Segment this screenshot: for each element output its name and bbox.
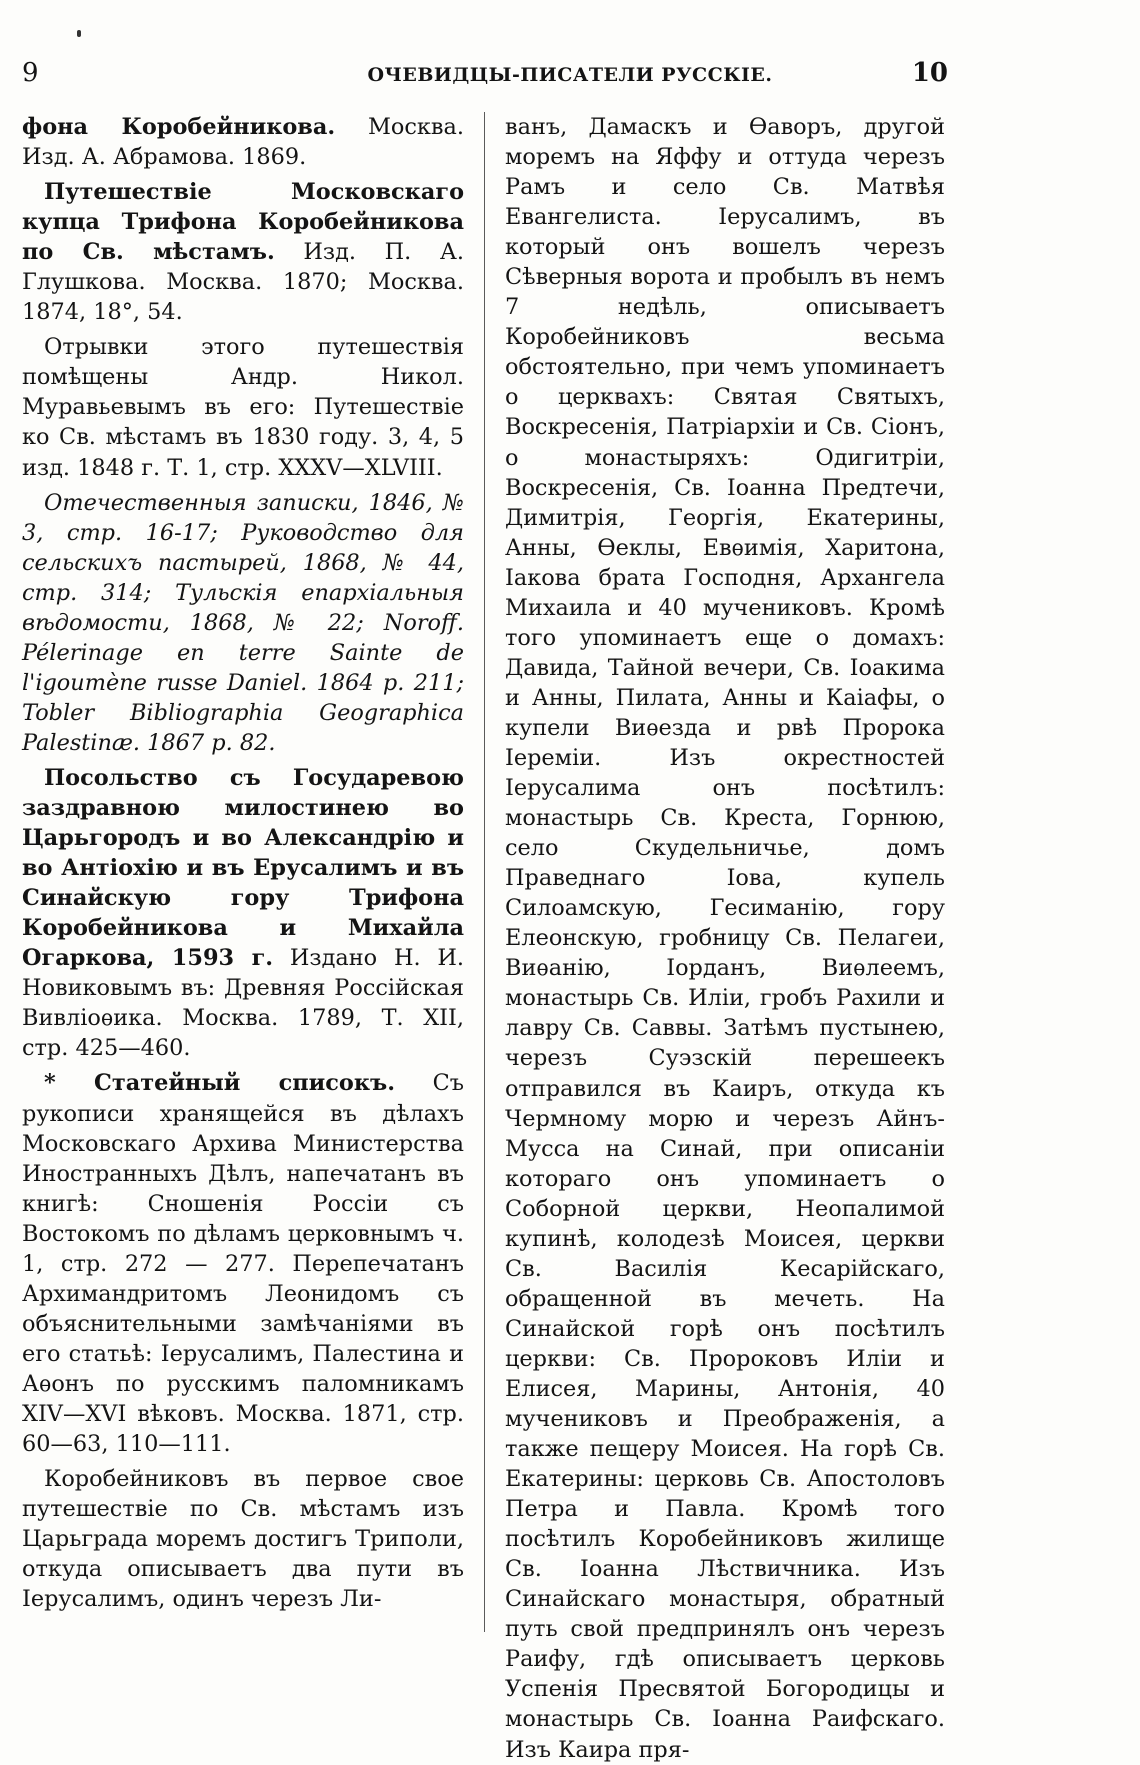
page-number-left: 9	[22, 58, 39, 88]
column-rule	[484, 112, 485, 1632]
entry-text: Москва. Изд. А. Абрамова. 1869.	[22, 114, 464, 171]
body-text: ванъ, Дамаскъ и Ѳаворъ, другой моремъ на Яффу и оттуда черезъ Рамъ и село Св. Матвѣя Евангелиста. Іерусалимъ, въ который онъ вошелъ черезъ Сѣверныя ворота и пробылъ въ немъ 7 недѣль, описываетъ Коробейниковъ весьма обстоятельно, при чемъ упоминаетъ о церквахъ: Святая Святыхъ, Воскресенія, Патріархіи и Св. Сіонъ, о монастыряхъ: Одигитріи, Воскресенія, Св. Іоанна Предтечи, Димитрія, Георгія, Екатерины, Анны, Ѳеклы, Евѳимія, Харитона, Іакова брата Господня, Архангела Михаила и 40 мучениковъ. Кромѣ того упоминаетъ еще о домахъ: Давида, Тайной вечери, Св. Іоакима и Анны, Пилата, Анны и Каіафы, о купели Виѳезда и рвѣ Пророка Іереміи. Изъ окрестностей Іерусалима онъ посѣтилъ: монастырь Св. Креста, Горнюю, село Скудельничье, домъ Праведнаго Іова, купель Силоамскую, Гесиманію, гору Елеонскую, гробницу Св. Пелагеи, Виѳанію, Іорданъ, Виѳлеемъ, монастырь Св. Иліи, гробъ Рахили и лавру Св. Саввы. Затѣмъ пустынею, черезъ Суэзскій перешеекъ отправился въ Каиръ, откуда къ Чермному морю и черезъ Айнъ-Мусса на Синай, при описаніи котораго онъ упоминаетъ о Соборной церкви, Неопалимой купинѣ, колодезѣ Моисея, церкви Св. Василія Кесарійскаго, обращенной въ мечеть. На Синайской горѣ онъ посѣтилъ церкви: Св. Пророковъ Иліи и Елисея, Марины, Антонія, 40 мучениковъ и Преображенія, а также пещеру Моисея. На горѣ Св. Екатерины: церковь Св. Апостоловъ Петра и Павла. Кромѣ того посѣтилъ Коробейниковъ жилище Св. Іоанна Лѣствичника. Изъ Синайскаго монастыря, обратный путь свой предпринялъ онъ черезъ Раифу, гдѣ описываетъ церковь Успенія Пресвятой Богородицы и монастырь Св. Іоанна Раифскаго. Изъ Каира пря-	[505, 114, 945, 1763]
entry-title: Путешествіе Московскаго купца Трифона Коробейникова по Св. мѣстамъ.	[22, 179, 464, 266]
entry-text: Съ рукописи хранящейся въ дѣлахъ Московскаго Архива Министерства Иностранныхъ Дѣлъ, напечатанъ въ книгѣ: Сношенія Россіи съ Востокомъ по дѣламъ церковнымъ ч. 1, стр. 272 — 277. Перепечатанъ Архимандритомъ Леонидомъ съ объяснительными замѣчаніями въ его статьѣ: Іерусалимъ, Палестина и Аѳонъ по русскимъ паломникамъ XIV—XVI вѣковъ. Москва. 1871, стр. 60—63, 110—111.	[22, 1070, 464, 1458]
right-column	[505, 112, 945, 1765]
entry-title: Посольство съ Государевою заздравною милостинею во Царьгородъ и во Александрію и во Антіохію и въ Ерусалимъ и въ Синайскую гору Трифона Коробейникова и Михайла Огаркова, 1593 г.	[22, 764, 464, 972]
entry-paragraph	[22, 177, 464, 327]
page-header	[0, 52, 1140, 102]
entry-paragraph	[22, 1068, 464, 1459]
entry-paragraph	[22, 112, 464, 172]
entry-title: * Статейный списокъ.	[44, 1070, 395, 1097]
entry-paragraph: Отрывки этого путешествія помѣщены Андр. Никол. Муравьевымъ въ его: Путешествіе ко Св. мѣстамъ въ 1830 году. 3, 4, 5 изд. 1848 г. Т. 1, стр. XXXV—XLVIII.	[22, 334, 464, 481]
entry-paragraph: Коробейниковъ въ первое свое путешествіе по Св. мѣстамъ изъ Царьграда моремъ достигъ Триполи, откуда описываетъ два пути въ Іерусалимъ, одинъ черезъ Ли-	[22, 1466, 464, 1613]
running-title: ОЧЕВИДЦЫ-ПИСАТЕЛИ РУССКІЕ.	[367, 64, 773, 86]
left-column	[22, 112, 464, 1614]
page-number-right: 10	[911, 58, 948, 88]
entry-text: Издано Н. И. Новиковымъ въ: Древняя Россійская Вивліоѳика. Москва. 1789, Т. XII, стр. 425—460.	[22, 945, 465, 1062]
entry-title: фона Коробейникова.	[22, 114, 336, 140]
ink-speck	[77, 30, 81, 37]
entry-paragraph	[22, 763, 464, 1063]
entry-text: Изд. П. А. Глушкова. Москва. 1870; Москва. 1874, 18°, 54.	[22, 239, 464, 326]
references-paragraph: Отечественныя записки, 1846, № 3, стр. 16-17; Руководство для сельскихъ пастырей, 1868, № 44, стр. 314; Тульскія епархіальныя вѣдомости, 1868, № 22; Noroff. Pélerinage en terre Sainte de l'igoumène russe Daniel. 1864 p. 211; Tobler Bibliographia Geographica Palestinæ. 1867 p. 82.	[22, 489, 464, 756]
